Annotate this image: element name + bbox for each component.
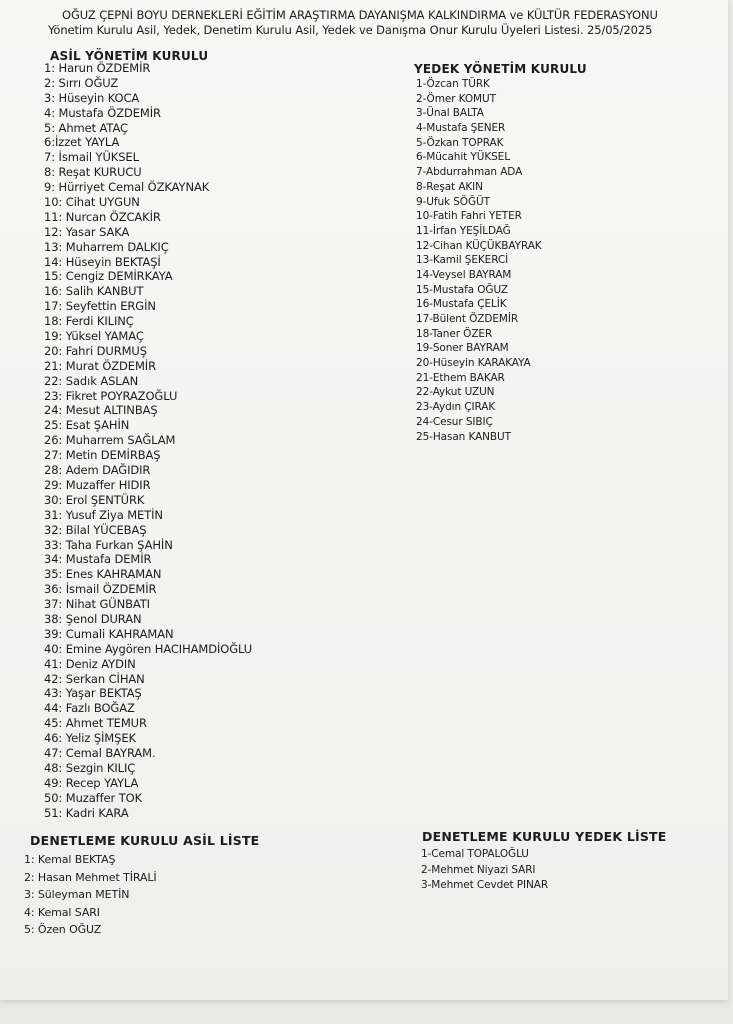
denetleme-asil-heading: DENETLEME KURULU ASİL LİSTE xyxy=(30,833,260,848)
yedek-yonetim-member: 6-Mücahit YÜKSEL xyxy=(416,151,510,164)
yedek-yonetim-member: 11-İrfan YEŞİLDAĞ xyxy=(416,224,511,237)
denetleme-asil-member: 1: Kemal BEKTAŞ xyxy=(24,853,116,866)
asil-yonetim-member: 22: Sadık ASLAN xyxy=(44,373,139,388)
denetleme-yedek-member: 2-Mehmet Niyazi SARI xyxy=(421,863,536,876)
asil-yonetim-member: 51: Kadri KARA xyxy=(44,805,129,820)
asil-yonetim-member: 47: Cemal BAYRAM. xyxy=(44,745,156,760)
asil-yonetim-member: 43: Yaşar BEKTAŞ xyxy=(44,686,142,701)
yedek-yonetim-heading: YEDEK YÖNETİM KURULU xyxy=(414,62,587,76)
yedek-yonetim-member: 13-Kamil ŞEKERCİ xyxy=(416,254,509,267)
document-subtitle: Yönetim Kurulu Asil, Yedek, Denetim Kurulu Asil, Yedek ve Danışma Onur Kurulu Üyeleri Listesi. 25/05/2025 xyxy=(48,23,653,37)
asil-yonetim-member: 28: Adem DAĞIDIR xyxy=(44,463,151,478)
denetleme-yedek-list xyxy=(421,847,548,894)
asil-yonetim-member: 41: Deniz AYDIN xyxy=(44,656,136,671)
asil-yonetim-member: 40: Emine Aygören HACIHAMDİOĞLU xyxy=(44,641,253,656)
asil-yonetim-member: 17: Seyfettin ERGİN xyxy=(44,299,156,314)
asil-yonetim-member: 45: Ahmet TEMUR xyxy=(44,716,147,731)
asil-yonetim-member: 20: Fahri DURMUŞ xyxy=(44,343,147,358)
asil-yonetim-heading: ASİL YÖNETİM KURULU xyxy=(50,49,209,63)
asil-yonetim-member: 6:İzzet YAYLA xyxy=(44,135,120,150)
asil-yonetim-member: 48: Sezgin KILIÇ xyxy=(44,760,136,775)
asil-yonetim-member: 39: Cumali KAHRAMAN xyxy=(44,626,174,641)
asil-yonetim-list xyxy=(44,61,252,820)
asil-yonetim-member: 36: İsmail ÖZDEMİR xyxy=(44,582,157,597)
asil-yonetim-member: 24: Mesut ALTINBAŞ xyxy=(44,403,158,418)
asil-yonetim-member: 25: Esat ŞAHİN xyxy=(44,418,130,433)
asil-yonetim-member: 12: Yasar SAKA xyxy=(44,224,130,239)
yedek-yonetim-member: 5-Özkan TOPRAK xyxy=(416,136,504,149)
asil-yonetim-member: 26: Muharrem SAĞLAM xyxy=(44,433,176,448)
asil-yonetim-member: 30: Erol ŞENTÜRK xyxy=(44,492,145,507)
yedek-yonetim-member: 16-Mustafa ÇELİK xyxy=(416,298,507,311)
asil-yonetim-member: 37: Nihat GÜNBATI xyxy=(44,597,150,612)
yedek-yonetim-member: 9-Ufuk SÖĞÜT xyxy=(416,195,490,208)
asil-yonetim-member: 14: Hüseyin BEKTAŞİ xyxy=(44,254,161,269)
asil-yonetim-member: 44: Fazlı BOĞAZ xyxy=(44,701,135,716)
asil-yonetim-member: 3: Hüseyin KOCA xyxy=(44,90,140,105)
denetleme-yedek-member: 3-Mehmet Cevdet PINAR xyxy=(421,879,549,892)
yedek-yonetim-member: 8-Reşat AKIN xyxy=(416,180,483,193)
asil-yonetim-member: 2: Sırrı OĞUZ xyxy=(44,75,119,90)
asil-yonetim-member: 4: Mustafa ÖZDEMİR xyxy=(44,105,161,120)
asil-yonetim-member: 50: Muzaffer TOK xyxy=(44,790,143,805)
yedek-yonetim-member: 19-Soner BAYRAM xyxy=(416,342,509,355)
yedek-yonetim-member: 7-Abdurrahman ADA xyxy=(416,166,523,179)
asil-yonetim-member: 27: Metin DEMİRBAŞ xyxy=(44,448,161,463)
asil-yonetim-member: 8: Reşat KURUCU xyxy=(44,165,142,180)
asil-yonetim-member: 23: Fikret POYRAZOĞLU xyxy=(44,388,178,403)
asil-yonetim-member: 5: Ahmet ATAÇ xyxy=(44,120,128,135)
yedek-yonetim-member: 3-Ünal BALTA xyxy=(416,107,484,120)
denetleme-asil-member: 2: Hasan Mehmet TİRALİ xyxy=(24,870,157,884)
asil-yonetim-member: 46: Yeliz ŞİMŞEK xyxy=(44,731,136,746)
denetleme-asil-member: 3: Süleyman METİN xyxy=(24,888,130,901)
asil-yonetim-member: 9: Hürriyet Cemal ÖZKAYNAK xyxy=(44,180,210,195)
yedek-yonetim-list xyxy=(416,77,542,444)
asil-yonetim-member: 29: Muzaffer HIDIR xyxy=(44,477,151,492)
asil-yonetim-member: 13: Muharrem DALKIÇ xyxy=(44,239,169,254)
asil-yonetim-member: 32: Bilal YÜCEBAŞ xyxy=(44,522,147,537)
yedek-yonetim-member: 18-Taner ÖZER xyxy=(416,327,493,340)
denetleme-asil-member: 5: Özen OĞUZ xyxy=(24,923,102,936)
yedek-yonetim-member: 2-Ömer KOMUT xyxy=(416,92,496,105)
asil-yonetim-member: 38: Şenol DURAN xyxy=(44,611,142,626)
yedek-yonetim-member: 23-Aydın ÇIRAK xyxy=(416,401,496,414)
asil-yonetim-member: 19: Yüksel YAMAÇ xyxy=(44,329,144,344)
yedek-yonetim-member: 25-Hasan KANBUT xyxy=(416,430,511,443)
yedek-yonetim-member: 4-Mustafa ŞENER xyxy=(416,122,506,135)
yedek-yonetim-member: 10-Fatih Fahri YETER xyxy=(416,210,522,223)
asil-yonetim-member: 1: Harun ÖZDEMİR xyxy=(44,61,151,75)
asil-yonetim-member: 42: Serkan CİHAN xyxy=(44,671,145,686)
asil-yonetim-member: 10: Cihat UYGUN xyxy=(44,195,140,210)
asil-yonetim-member: 35: Enes KAHRAMAN xyxy=(44,567,162,582)
asil-yonetim-member: 21: Murat ÖZDEMİR xyxy=(44,358,156,373)
asil-yonetim-member: 11: Nurcan ÖZCAKİR xyxy=(44,209,161,224)
yedek-yonetim-member: 1-Özcan TÜRK xyxy=(416,78,490,90)
asil-yonetim-member: 31: Yusuf Ziya METİN xyxy=(44,507,163,522)
yedek-yonetim-member: 17-Bülent ÖZDEMİR xyxy=(416,313,519,325)
asil-yonetim-member: 49: Recep YAYLA xyxy=(44,775,139,790)
denetleme-yedek-member: 1-Cemal TOPALOĞLU xyxy=(421,848,529,860)
asil-yonetim-member: 34: Mustafa DEMİR xyxy=(44,552,152,567)
yedek-yonetim-member: 24-Cesur SIBIÇ xyxy=(416,415,493,428)
asil-yonetim-member: 15: Cengiz DEMİRKAYA xyxy=(44,269,173,284)
asil-yonetim-member: 7: İsmail YÜKSEL xyxy=(44,150,139,165)
yedek-yonetim-member: 22-Aykut UZUN xyxy=(416,386,495,399)
yedek-yonetim-member: 15-Mustafa OĞUZ xyxy=(416,283,508,296)
asil-yonetim-member: 33: Taha Furkan ŞAHİN xyxy=(44,537,173,552)
denetleme-asil-member: 4: Kemal SARI xyxy=(24,905,100,919)
yedek-yonetim-member: 12-Cihan KÜÇÜKBAYRAK xyxy=(416,239,542,252)
asil-yonetim-member: 18: Ferdi KILINÇ xyxy=(44,314,134,329)
yedek-yonetim-member: 14-Veysel BAYRAM xyxy=(416,268,512,281)
yedek-yonetim-member: 21-Ethem BAKAR xyxy=(416,371,505,384)
yedek-yonetim-member: 20-Hüseyin KARAKAYA xyxy=(416,357,531,370)
denetleme-yedek-heading: DENETLEME KURULU YEDEK LİSTE xyxy=(422,829,667,844)
denetleme-asil-list xyxy=(24,851,157,939)
document-title: OĞUZ ÇEPNİ BOYU DERNEKLERİ EĞİTİM ARAŞTIRMA DAYANIŞMA KALKINDIRMA ve KÜLTÜR FEDERASYONU xyxy=(62,8,658,22)
asil-yonetim-member: 16: Salih KANBUT xyxy=(44,284,144,299)
